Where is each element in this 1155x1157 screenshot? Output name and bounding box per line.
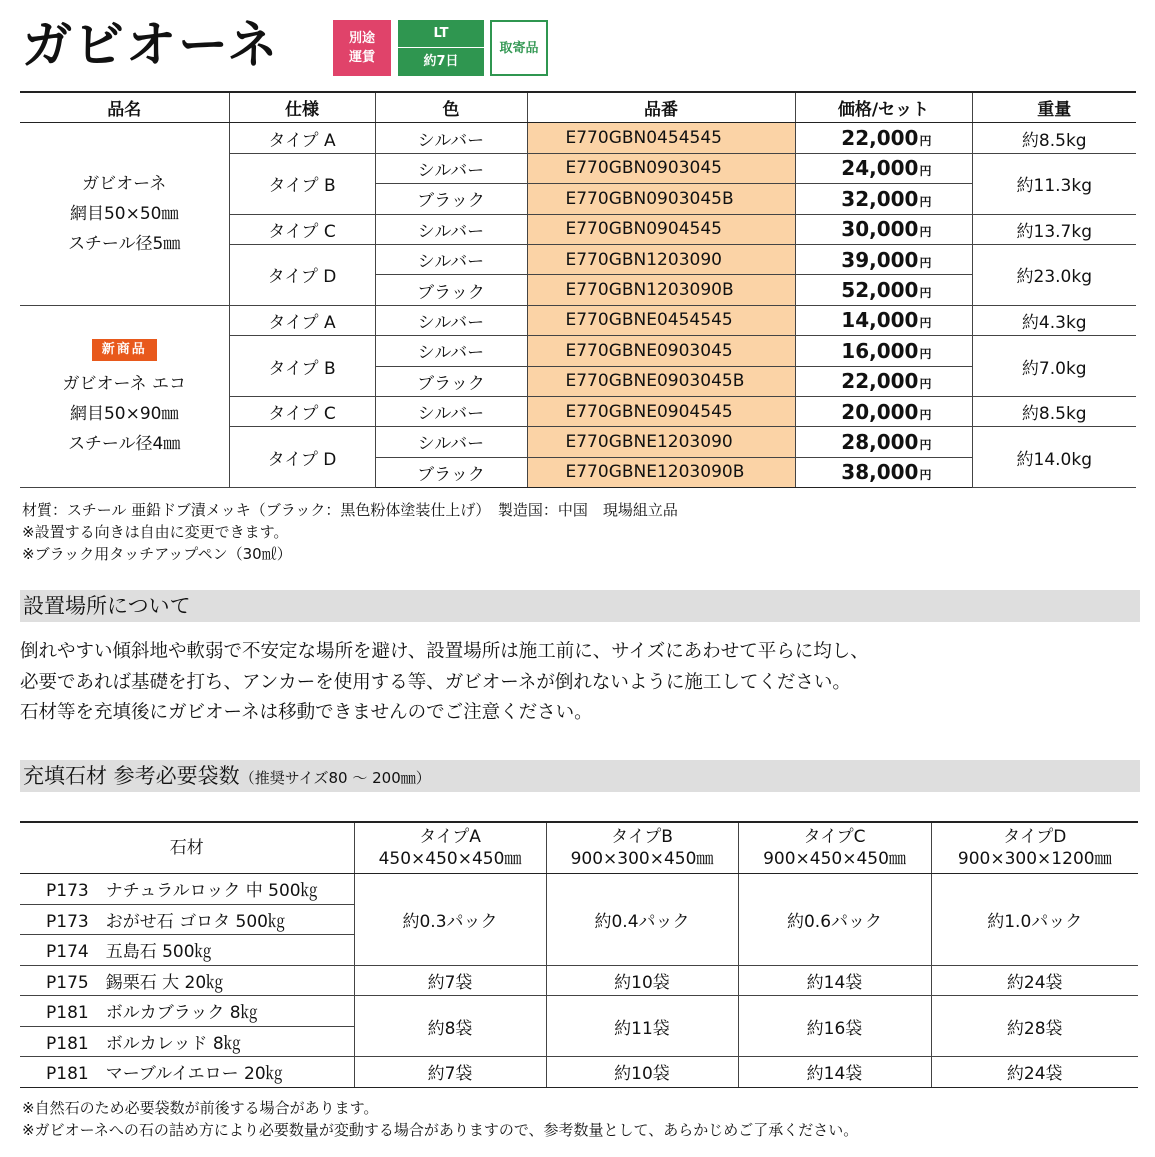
stone-header-line1: タイプC [803,827,866,847]
product-part-number-cell: E770GBNE1203090 [527,427,795,457]
product-part-number-cell: E770GBN1203090 [527,244,795,274]
product-name-line: ガビオーネ [82,174,167,195]
product-color-cell: シルバー [375,427,527,457]
orientation-note: ※設置する向きは自由に変更できます。 [22,523,289,541]
install-section-header [20,590,1140,622]
product-color-cell: シルバー [375,123,527,153]
stone-quantity-cell: 約28袋 [931,996,1138,1057]
price-unit: 円 [919,437,932,452]
product-price-cell [795,214,972,244]
product-table [20,91,1136,488]
stone-section-title-wrap [23,760,431,794]
price-value: 39,000 [841,247,919,272]
stone-quantity-cell: 約7袋 [354,1057,546,1088]
product-color-cell: シルバー [375,396,527,426]
product-weight-cell: 約8.5kg [972,123,1136,153]
product-price-cell [795,427,972,457]
header-name: 品名 [20,92,229,123]
product-color-cell: シルバー [375,305,527,335]
header-spec: 仕様 [229,92,375,123]
price-value: 20,000 [841,399,919,424]
price-value: 38,000 [841,460,919,485]
stone-header-line2: 450×450×450㎜ [378,849,522,869]
stone-quantity-cell: 約8袋 [354,996,546,1057]
stone-quantity-cell: 約10袋 [546,965,738,996]
price-unit: 円 [919,377,932,392]
install-text-line: 石材等を充填後にガビオーネは移動できませんのでご注意ください。 [20,702,593,723]
stone-name-cell: P181 ボルカレッド 8㎏ [20,1026,354,1057]
shipping-fee-badge [333,20,391,76]
price-value: 22,000 [841,126,919,151]
price-unit: 円 [919,346,932,361]
stone-section-title: 充填石材 参考必要袋数 [23,764,240,788]
lead-time-badge [398,20,484,76]
stone-quantity-cell: 約11袋 [546,996,738,1057]
product-part-number-cell: E770GBN0454545 [527,123,795,153]
price-unit: 円 [919,407,932,422]
product-name-cell [20,123,229,305]
price-value: 32,000 [841,186,919,211]
header-price: 価格/セット [795,92,972,123]
product-type-cell: タイプ C [229,396,375,426]
product-table-header [20,92,1136,123]
stone-name-cell: P173 おがせ石 ゴロタ 500㎏ [20,904,354,935]
product-price-cell [795,457,972,487]
header-color: 色 [375,92,527,123]
product-weight-cell: 約23.0kg [972,244,1136,305]
header-part-number: 品番 [527,92,795,123]
product-weight-cell: 約11.3kg [972,153,1136,214]
price-unit: 円 [919,316,932,331]
footer-note: ※ガビオーネへの石の詰め方により必要数量が変動する場合がありますので、参考数量として、あらかじめご了承ください。 [22,1121,859,1139]
stone-quantity-cell: 約0.3パック [354,874,546,966]
price-unit: 円 [919,286,932,301]
touchup-pen-note: ※ブラック用タッチアップペン（30㎖） [22,545,292,563]
product-part-number-cell: E770GBNE0904545 [527,396,795,426]
stone-quantity-cell: 約14袋 [738,1057,931,1088]
stone-row [20,874,1138,905]
product-price-cell [795,123,972,153]
stone-header-line1: タイプA [419,827,481,847]
material-note: 材質：スチール 亜鉛ドブ漬メッキ（ブラック：黒色粉体塗装仕上げ） 製造国：中国 現場組立品 [22,501,678,519]
product-type-cell: タイプ D [229,244,375,305]
product-name-cell [20,305,229,487]
product-price-cell [795,244,972,274]
stone-section-header [20,760,1140,792]
product-part-number-cell: E770GBN0903045 [527,153,795,183]
product-type-cell: タイプ B [229,153,375,214]
product-part-number-cell: E770GBN0904545 [527,214,795,244]
product-part-number-cell: E770GBN1203090B [527,275,795,305]
price-unit: 円 [919,468,932,483]
stone-header-line1: タイプD [1003,827,1067,847]
product-price-cell [795,275,972,305]
product-weight-cell: 約7.0kg [972,336,1136,397]
product-price-cell [795,396,972,426]
stone-header-line2: 900×450×450㎜ [763,849,906,869]
stone-header-material [20,822,354,874]
product-type-cell: タイプ D [229,427,375,488]
price-value: 14,000 [841,308,919,333]
stone-header-type-a [354,822,546,874]
price-value: 28,000 [841,429,919,454]
shipping-badge-line1: 別途 [348,31,375,46]
stone-header-line2: 900×300×450㎜ [570,849,714,869]
product-part-number-cell: E770GBNE0903045B [527,366,795,396]
price-unit: 円 [919,164,932,179]
stone-header-line1: 石材 [169,838,204,858]
product-color-cell: シルバー [375,336,527,366]
install-text-line: 必要であれば基礎を打ち、アンカーを使用する等、ガビオーネが倒れないように施工してください。 [20,672,851,693]
product-row [20,305,1136,335]
install-text-line: 倒れやすい傾斜地や軟弱で不安定な場所を避け、設置場所は施工前に、サイズにあわせて平らに均し、 [20,641,869,662]
stone-name-cell: P181 ボルカブラック 8㎏ [20,996,354,1027]
stone-quantity-cell: 約14袋 [738,965,931,996]
stone-quantity-cell: 約7袋 [354,965,546,996]
product-weight-cell: 約14.0kg [972,427,1136,488]
price-value: 30,000 [841,217,919,242]
stone-name-cell: P175 錫栗石 大 20㎏ [20,965,354,996]
stone-quantity-cell: 約0.6パック [738,874,931,966]
stone-name-cell: P174 五島石 500㎏ [20,935,354,966]
stone-header-line1: タイプB [611,827,673,847]
product-part-number-cell: E770GBNE0903045 [527,336,795,366]
new-product-badge: 新商品 [92,339,157,361]
product-weight-cell: 約4.3kg [972,305,1136,335]
shipping-badge-line2: 運賃 [348,50,375,65]
product-color-cell: ブラック [375,184,527,214]
price-value: 22,000 [841,369,919,394]
order-badge-label: 取寄品 [499,40,539,56]
stone-table-header [20,822,1138,874]
stone-name-cell: P181 マーブルイエロー 20㎏ [20,1057,354,1088]
product-name-line: 網目50×50㎜ [69,204,179,225]
product-name-line: スチール径4㎜ [68,434,181,455]
price-value: 52,000 [841,278,919,303]
product-name-line: ガビオーネ エコ [62,374,187,395]
price-unit: 円 [919,255,932,270]
product-type-cell: タイプ A [229,305,375,335]
header-weight: 重量 [972,92,1136,123]
product-color-cell: ブラック [375,366,527,396]
stone-header-type-d [931,822,1138,874]
product-price-cell [795,153,972,183]
stone-quantity-cell: 約24袋 [931,1057,1138,1088]
product-part-number-cell: E770GBN0903045B [527,184,795,214]
product-part-number-cell: E770GBNE1203090B [527,457,795,487]
stone-header-type-b [546,822,738,874]
product-type-cell: タイプ A [229,123,375,153]
product-type-cell: タイプ B [229,336,375,397]
page-title: ガビオーネ [22,15,280,74]
product-name-line: 網目50×90㎜ [69,404,179,425]
stone-section-subtitle: （推奨サイズ80 ～ 200㎜） [239,769,431,787]
product-color-cell: ブラック [375,275,527,305]
price-unit: 円 [919,134,932,149]
order-item-badge [490,20,548,76]
product-color-cell: ブラック [375,457,527,487]
product-price-cell [795,184,972,214]
stone-name-cell: P173 ナチュラルロック 中 500㎏ [20,874,354,905]
stone-row [20,965,1138,996]
price-value: 16,000 [841,338,919,363]
stone-row [20,996,1138,1027]
stone-quantity-cell: 約1.0パック [931,874,1138,966]
price-value: 24,000 [841,156,919,181]
product-type-cell: タイプ C [229,214,375,244]
stone-quantity-cell: 約0.4パック [546,874,738,966]
price-unit: 円 [919,194,932,209]
product-name-line: スチール径5㎜ [68,234,181,255]
stone-quantity-cell: 約24袋 [931,965,1138,996]
product-price-cell [795,336,972,366]
stone-header-line2: 900×300×1200㎜ [957,849,1112,869]
product-price-cell [795,366,972,396]
stone-quantity-cell: 約16袋 [738,996,931,1057]
product-color-cell: シルバー [375,153,527,183]
footer-note: ※自然石のため必要袋数が前後する場合があります。 [22,1099,379,1117]
stone-quantity-cell: 約10袋 [546,1057,738,1088]
product-weight-cell: 約13.7kg [972,214,1136,244]
stone-header-type-c [738,822,931,874]
product-part-number-cell: E770GBNE0454545 [527,305,795,335]
stone-table [20,821,1138,1088]
product-color-cell: シルバー [375,244,527,274]
product-row [20,123,1136,153]
price-unit: 円 [919,225,932,240]
product-color-cell: シルバー [375,214,527,244]
lead-time-label: LT [398,20,484,48]
lead-time-value: 約7日 [423,54,459,69]
product-weight-cell: 約8.5kg [972,396,1136,426]
install-section-title: 設置場所について [23,594,191,618]
product-price-cell [795,305,972,335]
stone-row [20,1057,1138,1088]
